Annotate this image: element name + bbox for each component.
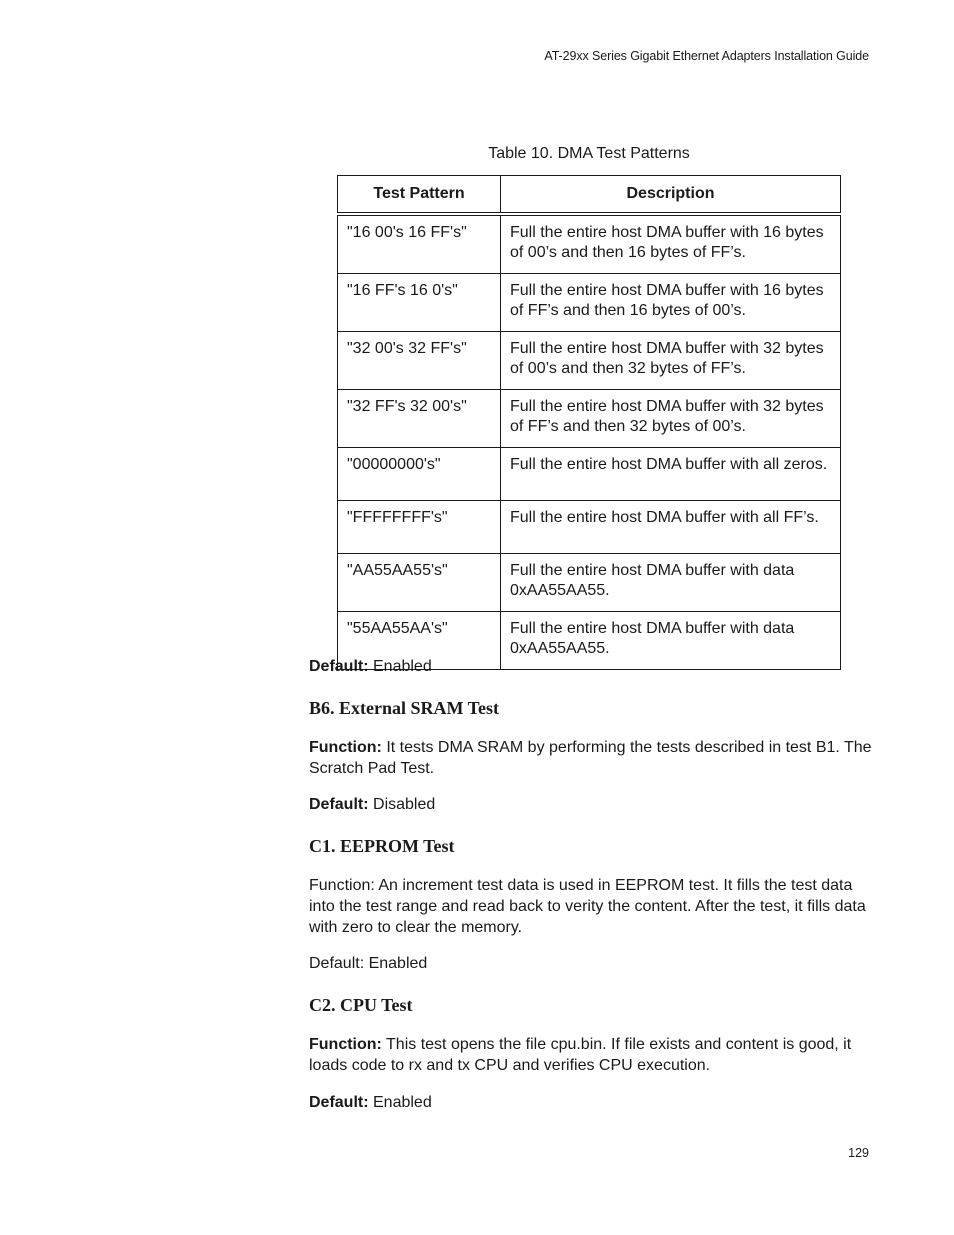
default-label: Default:: [309, 1094, 369, 1111]
test-pattern-cell: "32 00's 32 FF's": [338, 332, 501, 390]
running-header: AT-29xx Series Gigabit Ethernet Adapters Installation Guide: [544, 49, 869, 63]
description-cell: Full the entire host DMA buffer with 32 bytes of 00’s and then 32 bytes of FF’s.: [501, 332, 841, 390]
function-text: It tests DMA SRAM by performing the tests described in test B1. The Scratch Pad Test.: [309, 739, 872, 777]
default-value: Enabled: [368, 658, 432, 675]
default-label: Default:: [309, 796, 369, 813]
column-header-description: Description: [501, 176, 841, 215]
function-text: This test opens the file cpu.bin. If file exists and content is good, it loads code to rx and tx CPU and verifies CPU execution.: [309, 1036, 852, 1074]
description-cell: Full the entire host DMA buffer with 32 bytes of FF’s and then 32 bytes of 00’s.: [501, 390, 841, 448]
test-pattern-cell: "16 FF's 16 0's": [338, 274, 501, 332]
table-row: [338, 501, 841, 554]
dma-test-patterns-table: [337, 175, 841, 670]
test-pattern-cell: "00000000's": [338, 448, 501, 501]
function-label: Function:: [309, 739, 382, 756]
table-row: [338, 448, 841, 501]
description-cell: Full the entire host DMA buffer with all zeros.: [501, 448, 841, 501]
table-caption: Table 10. DMA Test Patterns: [488, 145, 690, 162]
table-row: [338, 554, 841, 612]
description-cell: Full the entire host DMA buffer with data 0xAA55AA55.: [501, 554, 841, 612]
c1-function-paragraph: Function: An increment test data is used in EEPROM test. It fills the test data into the test range and read back to verity the content. After the test, it fills data with zero to clear the memory.: [309, 877, 866, 936]
table-row: [338, 332, 841, 390]
table-default-line: [309, 656, 874, 677]
table-row: [338, 274, 841, 332]
description-cell: Full the entire host DMA buffer with data 0xAA55AA55.: [501, 612, 841, 670]
default-value: Disabled: [368, 796, 436, 813]
function-label: Function:: [309, 1036, 382, 1053]
default-value: Enabled: [368, 1094, 432, 1111]
test-pattern-cell: "AA55AA55's": [338, 554, 501, 612]
b6-default-line: [309, 794, 874, 815]
test-pattern-cell: "55AA55AA's": [338, 612, 501, 670]
section-heading-c1: C1. EEPROM Test: [309, 836, 455, 856]
description-cell: Full the entire host DMA buffer with 16 bytes of 00’s and then 16 bytes of FF’s.: [501, 214, 841, 274]
c2-default-line: [309, 1092, 874, 1113]
table-row: [338, 390, 841, 448]
table-row: [338, 214, 841, 274]
test-pattern-cell: "32 FF's 32 00's": [338, 390, 501, 448]
test-pattern-cell: "FFFFFFFF's": [338, 501, 501, 554]
column-header-test-pattern: Test Pattern: [338, 176, 501, 215]
description-cell: Full the entire host DMA buffer with 16 bytes of FF’s and then 16 bytes of 00’s.: [501, 274, 841, 332]
section-heading-b6: B6. External SRAM Test: [309, 698, 500, 718]
description-cell: Full the entire host DMA buffer with all FF’s.: [501, 501, 841, 554]
c1-default-line: Default: Enabled: [309, 955, 428, 972]
c2-function-paragraph: [309, 1034, 874, 1076]
b6-function-paragraph: [309, 737, 874, 779]
default-label: Default:: [309, 658, 369, 675]
page-number: 129: [848, 1146, 869, 1160]
table-header-row: [338, 176, 841, 215]
test-pattern-cell: "16 00's 16 FF's": [338, 214, 501, 274]
section-heading-c2: C2. CPU Test: [309, 995, 413, 1015]
